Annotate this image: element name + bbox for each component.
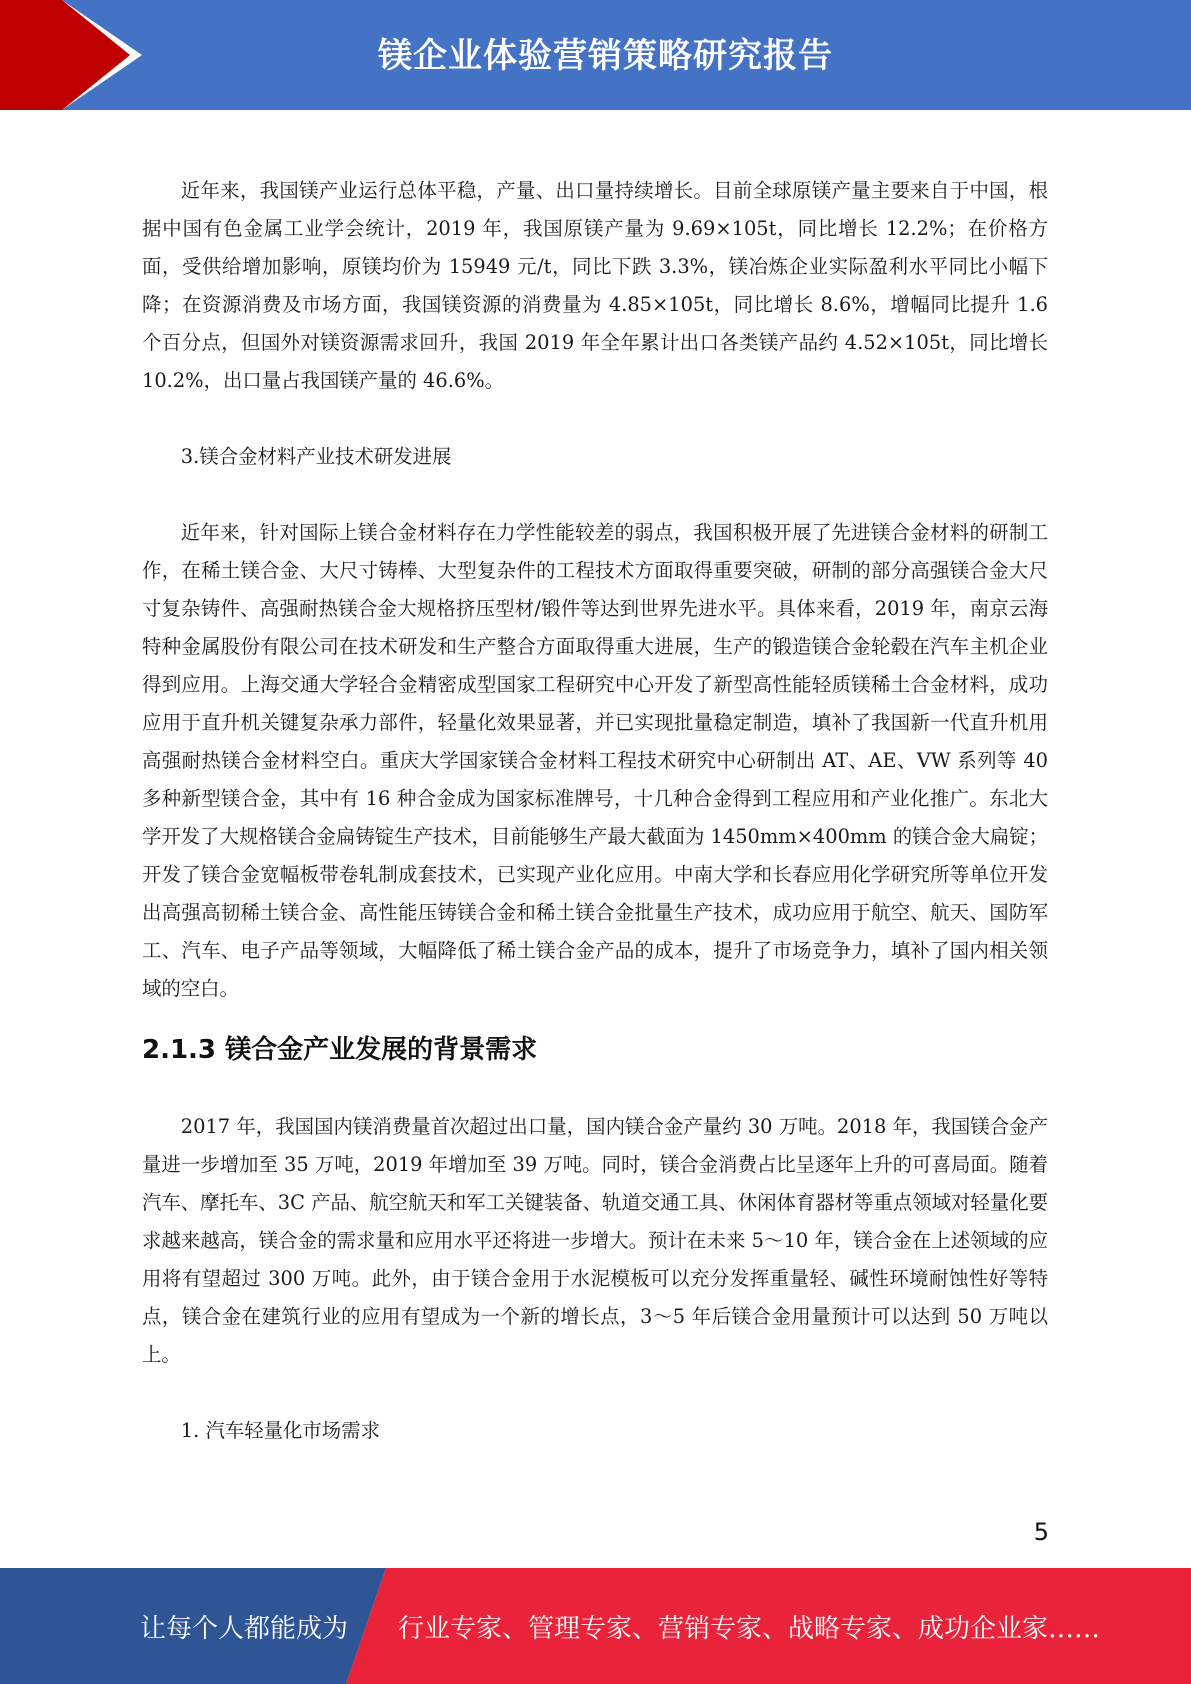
paragraph-rd-progress: 近年来，针对国际上镁合金材料存在力学性能较差的弱点，我国积极开展了先进镁合金材料的研制工作，在稀土镁合金、大尺寸铸棒、大型复杂件的工程技术方面取得重要突破，研制的部分高强镁合金大尺寸复杂铸件、高强耐热镁合金大规格挤压型材/锻件等达到世界先进水平。具体来看，2019 年，南京云海特种金属股份有限公司在技术研发和生产整合方面取得重大进展，生产的锻造镁合金轮毂在汽车主机企业得到应用。上海交通大学轻合金精密成型国家工程研究中心开发了新型高性能轻质镁稀土合金材料，成功应用于直升机关键复杂承力部件，轻量化效果显著，并已实现批量稳定制造，填补了我国新一代直升机用高强耐热镁合金材料空白。重庆大学国家镁合金材料工程技术研究中心研制出 AT、AE、VW 系列等 40 多种新型镁合金，其中有 16 种合金成为国家标准牌号，十几种合金得到工程应用和产业化推广。东北大学开发了大规格镁合金扁铸锭生产技术，目前能够生产最大截面为 1450mm×400mm 的镁合金大扁锭；开发了镁合金宽幅板带卷轧制成套技术，已实现产业化应用。中南大学和长春应用化学研究所等单位开发出高强高韧稀土镁合金、高性能压铸镁合金和稀土镁合金批量生产技术，成功应用于航空、航天、国防军工、汽车、电子产品等领域，大幅降低了稀土镁合金产品的成本，提升了市场竞争力，填补了国内相关领域的空白。 — [142, 521, 1048, 1000]
report-title: 镁企业体验营销策略研究报告 — [378, 35, 833, 76]
footer-slogan-left: 让每个人都能成为 — [140, 1613, 349, 1644]
page-number: 5 — [1033, 1518, 1049, 1546]
subheading-rd-progress: 3.镁合金材料产业技术研发进展 — [180, 445, 452, 468]
page-footer — [0, 1568, 1191, 1684]
paragraph-background-demand: 2017 年，我国国内镁消费量首次超过出口量，国内镁合金产量约 30 万吨。2018 年，我国镁合金产量进一步增加至 35 万吨，2019 年增加至 39 万吨。同时，镁合金消费占比呈逐年上升的可喜局面。随着汽车、摩托车、3C 产品、航空航天和军工关键装备、轨道交通工具、休闲体育器材等重点领域对轻量化要求越来越高，镁合金的需求量和应用水平还将进一步增大。预计在未来 5～10 年，镁合金在上述领域的应用将有望超过 300 万吨。此外，由于镁合金用于水泥模板可以充分发挥重量轻、碱性环境耐蚀性好等特点，镁合金在建筑行业的应用有望成为一个新的增长点，3～5 年后镁合金用量预计可以达到 50 万吨以上。 — [142, 1115, 1048, 1366]
section-heading-2-1-3: 2.1.3 镁合金产业发展的背景需求 — [142, 1035, 538, 1065]
paragraph-magnesium-industry-overview: 近年来，我国镁产业运行总体平稳，产量、出口量持续增长。目前全球原镁产量主要来自于中国，根据中国有色金属工业学会统计，2019 年，我国原镁产量为 9.69×105t，同比增长 12.2%；在价格方面，受供给增加影响，原镁均价为 15949 元/t，同比下跌 3.3%，镁冶炼企业实际盈利水平同比小幅下降；在资源消费及市场方面，我国镁资源的消费量为 4.85×105t，同比增长 8.6%，增幅同比提升 1.6 个百分点，但国外对镁资源需求回升，我国 2019 年全年累计出口各类镁产品约 4.52×105t，同比增长 10.2%，出口量占我国镁产量的 46.6%。 — [142, 179, 1048, 392]
document-body — [142, 172, 1048, 1450]
page-header — [0, 0, 1191, 110]
footer-slogan-right: 行业专家、管理专家、营销专家、战略专家、成功企业家…… — [398, 1613, 1101, 1644]
subheading-automotive-lightweight: 1. 汽车轻量化市场需求 — [180, 1419, 380, 1442]
